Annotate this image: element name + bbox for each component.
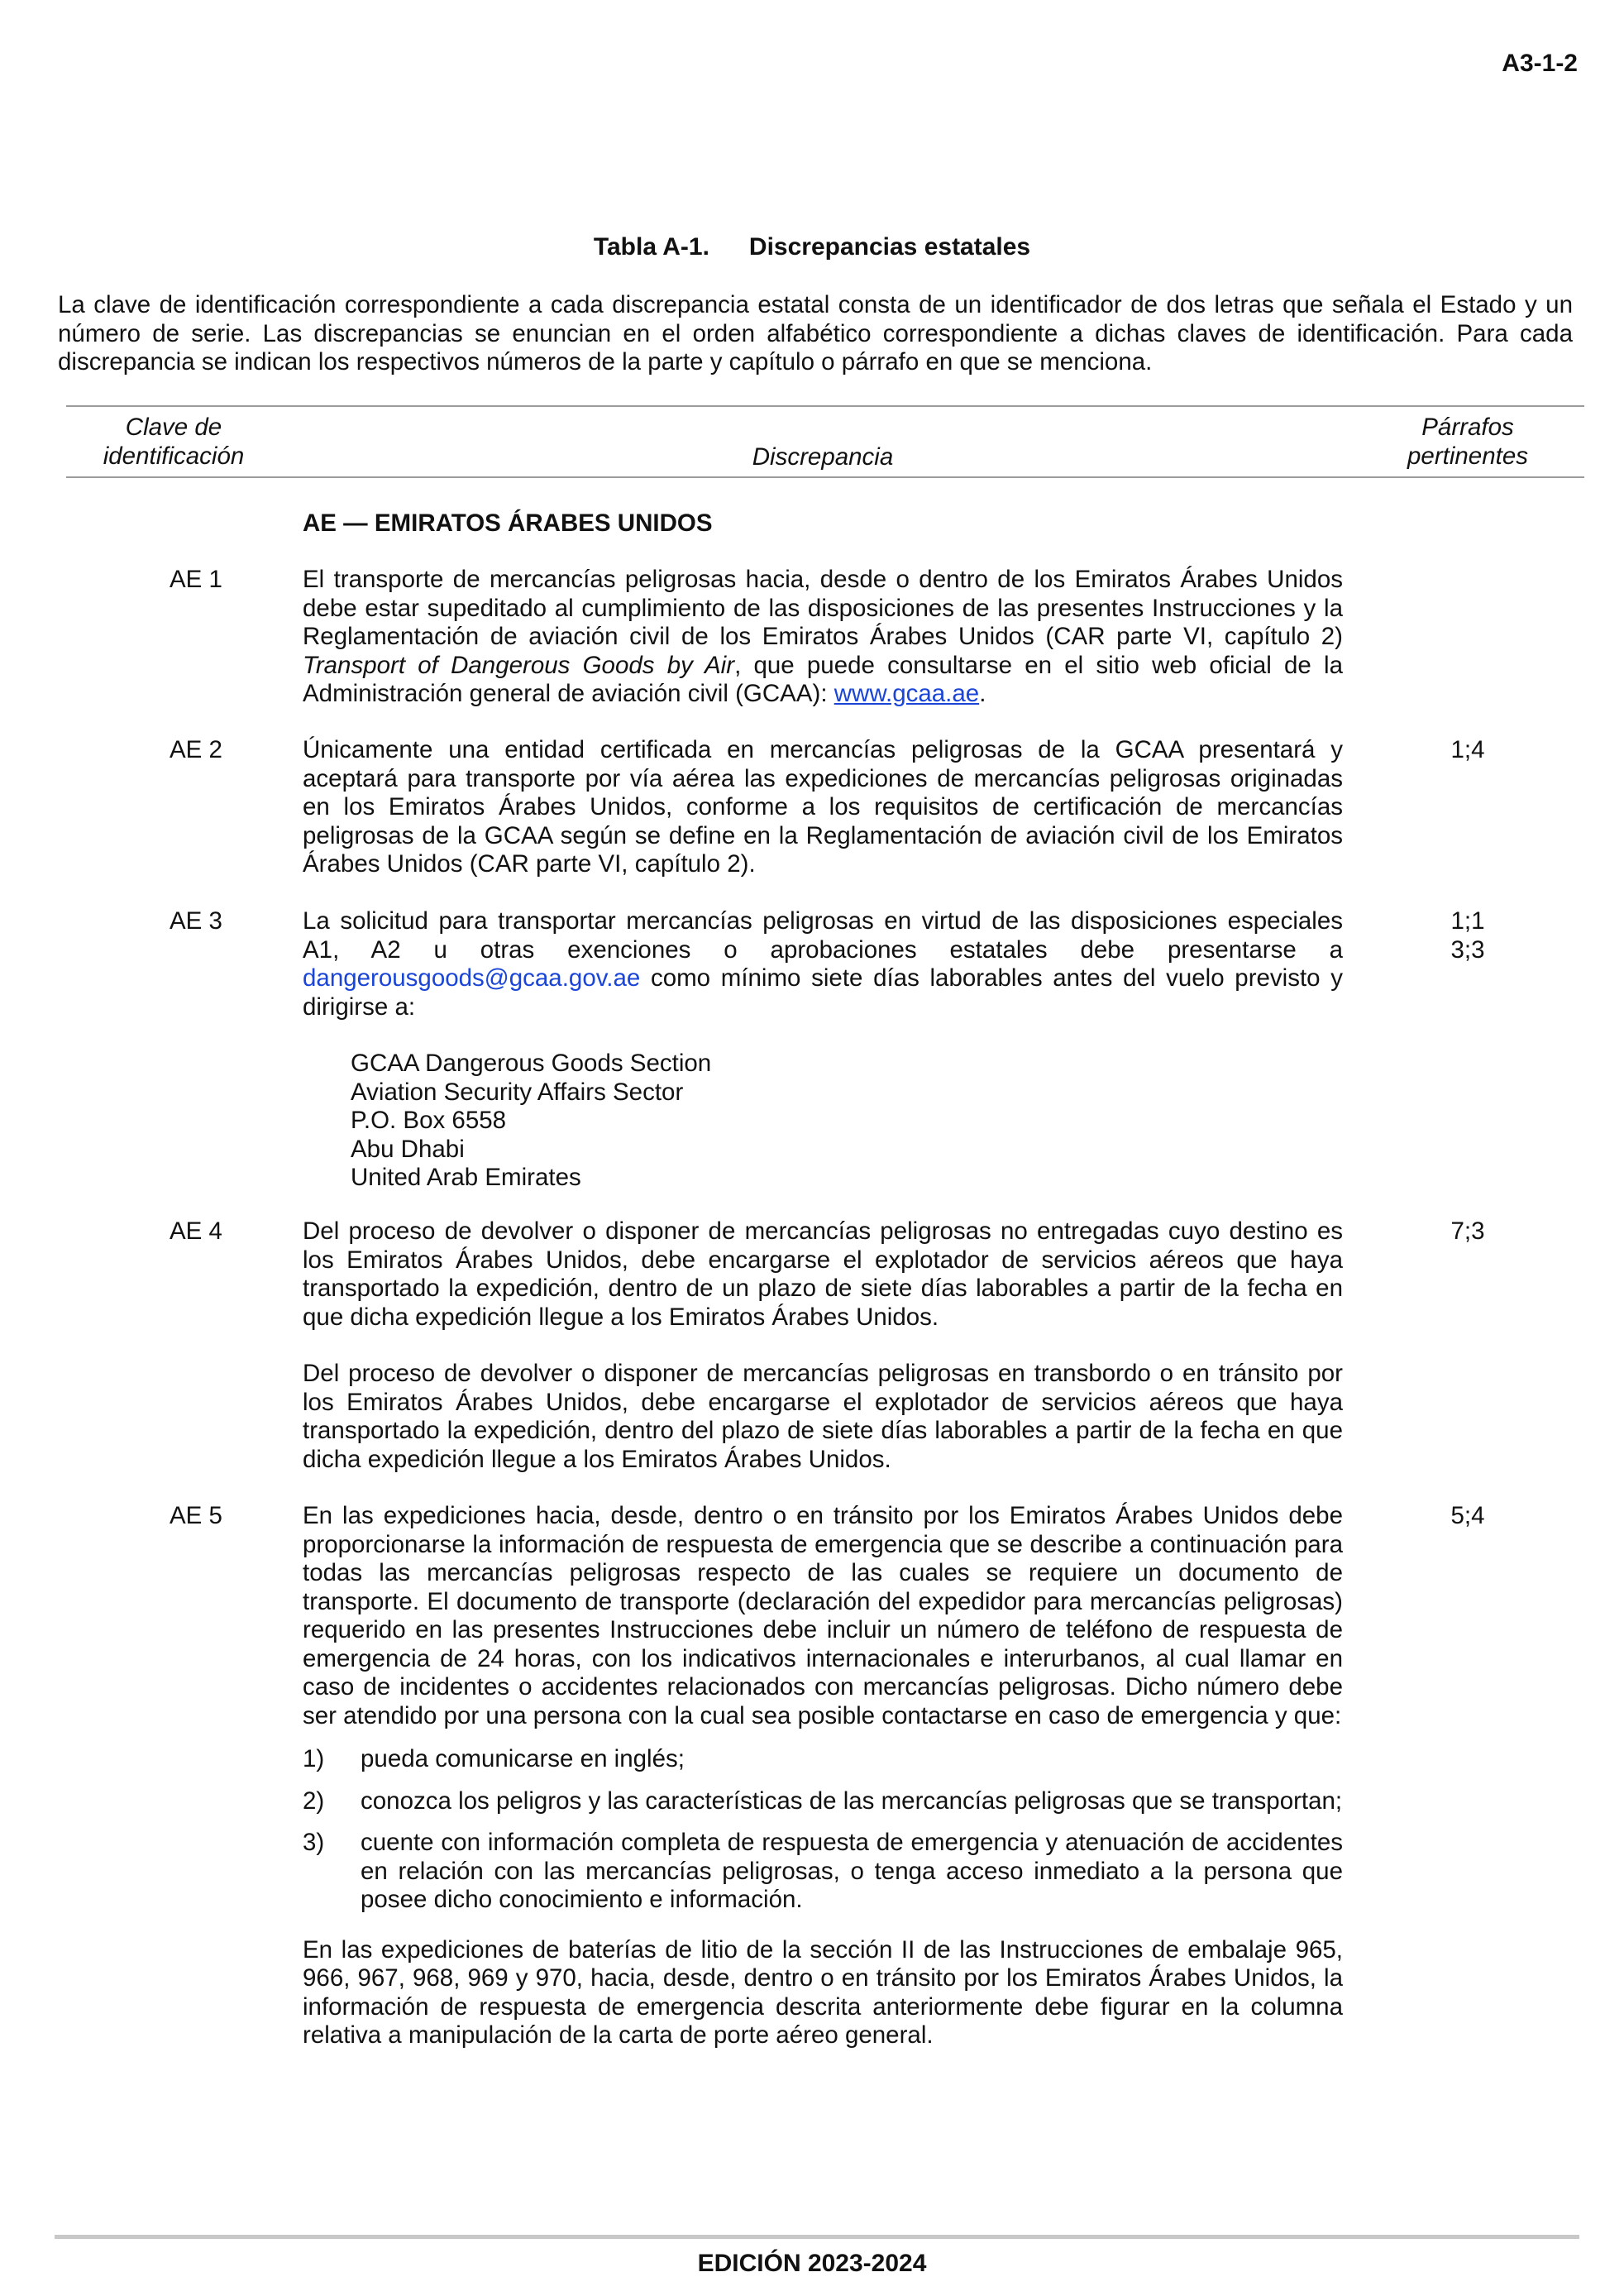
email-link[interactable]: dangerousgoods@gcaa.gov.ae xyxy=(303,964,641,992)
row-paragraph-refs: 7;3 xyxy=(1450,1217,1485,1245)
section-title: AE — EMIRATOS ÁRABES UNIDOS xyxy=(303,509,713,537)
website-link[interactable]: www.gcaa.ae xyxy=(833,680,980,707)
address-line: Aviation Security Affairs Sector xyxy=(351,1078,684,1106)
list-item: 1) pueda comunicarse en inglés; xyxy=(303,1745,685,1772)
paragraph-ref: 1;1 xyxy=(1450,907,1485,935)
list-item: 2) conozca los peligros y las características de las mercancías peligrosas que se transportan; xyxy=(303,1787,1343,1815)
row-code: AE 4 xyxy=(170,1217,222,1245)
row-paragraph: En las expediciones de baterías de litio de la sección II de las Instrucciones de embalaje 965, 966, 967, 968, 969 y 970, hacia, desde, dentro o en tránsito por los Emiratos Árabes Unidos, la información de respuesta de emergencia descrita anteriormente debe figurar en la columna relativa a manipulación de la carta de porte aéreo general. xyxy=(303,1935,1343,2049)
column-header-code xyxy=(91,414,256,471)
row-code: AE 3 xyxy=(170,907,222,935)
intro-paragraph: La clave de identificación correspondiente a cada discrepancia estatal consta de un identificador de dos letras que señala el Estado y un número de serie. Las discrepancias se enuncian en el orden alfabético correspondiente a dichas claves de identificación. Para cada discrepancia se indican los respectivos números de la parte y capítulo o párrafo en que se menciona. xyxy=(58,291,1573,375)
table-title-text: Discrepancias estatales xyxy=(748,233,1031,261)
table-label: Tabla A-1. xyxy=(593,233,709,261)
address-line: P.O. Box 6558 xyxy=(351,1107,507,1134)
row-paragraph: La solicitud para transportar mercancías peligrosas en virtud de las disposiciones especiales A1, A2 u otras exenciones o aprobaciones estatales debe presentarse a dangerousgoods@gcaa.gov.ae como mínimo siete días laborables antes del vuelo previsto y dirigirse a: xyxy=(303,907,1343,1021)
address-line: United Arab Emirates xyxy=(351,1164,581,1191)
row-text-ae1 xyxy=(303,566,1343,709)
column-header-discrepancy: Discrepancia xyxy=(752,443,894,471)
column-header-paragraphs xyxy=(1373,414,1563,471)
numbered-list xyxy=(303,1745,1343,1915)
row-text-ae5 xyxy=(303,1502,1343,2050)
row-paragraph: Del proceso de devolver o disponer de mercancías peligrosas en transbordo o en tránsito por los Emiratos Árabes Unidos, debe encargarse el explotador de servicios aéreos que haya transportado la expedición, dentro del plazo de siete días laborables a partir de la fecha en que dicha expedición llegue a los Emiratos Árabes Unidos. xyxy=(303,1360,1343,1473)
paragraph-ref: 3;3 xyxy=(1450,935,1485,964)
row-text-ae3 xyxy=(303,907,1343,1193)
edition-footer: EDICIÓN 2023-2024 xyxy=(697,2250,927,2277)
column-header-paragraphs-line1: Párrafos xyxy=(1421,414,1514,441)
italic-title: Transport of Dangerous Goods by Air xyxy=(303,651,735,679)
table-title xyxy=(0,233,1624,262)
column-header-code-line2: identificación xyxy=(103,442,245,470)
column-header-paragraphs-line2: pertinentes xyxy=(1407,442,1528,470)
row-code: AE 5 xyxy=(170,1502,222,1529)
row-paragraph-refs: 5;4 xyxy=(1450,1502,1485,1529)
row-paragraph: En las expediciones hacia, desde, dentro o en tránsito por los Emiratos Árabes Unidos debe proporcionarse la información de respuesta de emergencia que se describe a continuación para todas las mercancías peligrosas respecto de las cuales se requiere un documento de transporte. El documento de transporte (declaración del expedidor para mercancías peligrosas) requerido en las presentes Instrucciones debe incluir un número de teléfono de respuesta de emergencia de 24 horas, con los indicativos internacionales e interurbanos, al cual llamar en caso de incidentes o accidentes relacionados con mercancías peligrosas. Dicho número debe ser atendido por una persona con la cual sea posible contactarse en caso de emergencia y que: xyxy=(303,1502,1343,1729)
page-number: A3-1-2 xyxy=(1502,50,1578,77)
row-code: AE 2 xyxy=(170,736,222,763)
list-item: 3) cuente con información completa de respuesta de emergencia y atenuación de accidentes en relación con las mercancías peligrosas, o tenga acceso inmediato a la persona que posee dicho conocimiento e información. xyxy=(303,1829,1343,1913)
row-text-ae4 xyxy=(303,1217,1343,1474)
table-top-rule xyxy=(66,405,1584,407)
row-paragraph-refs: 1;4 xyxy=(1450,736,1485,763)
row-paragraph: Del proceso de devolver o disponer de mercancías peligrosas no entregadas cuyo destino es los Emiratos Árabes Unidos, debe encargarse el explotador de servicios aéreos que haya transportado la expedición, dentro de un plazo de siete días laborables a partir de la fecha en que dicha expedición llegue a los Emiratos Árabes Unidos. xyxy=(303,1217,1343,1331)
footer-rule xyxy=(55,2235,1579,2239)
address-line: GCAA Dangerous Goods Section xyxy=(351,1050,712,1077)
address-line: Abu Dhabi xyxy=(351,1135,465,1163)
row-paragraph: Únicamente una entidad certificada en mercancías peligrosas de la GCAA presentará y aceptará para transporte por vía aérea las expediciones de mercancías peligrosas originadas en los Emiratos Árabes Unidos, conforme a los requisitos de certificación de mercancías peligrosas de la GCAA según se define en la Reglamentación de aviación civil de los Emiratos Árabes Unidos (CAR parte VI, capítulo 2). xyxy=(303,736,1343,878)
row-paragraph-refs xyxy=(1406,907,1530,964)
column-header-code-line1: Clave de xyxy=(125,414,222,441)
address-block xyxy=(351,1050,1343,1193)
row-text-ae2 xyxy=(303,736,1343,879)
row-code: AE 1 xyxy=(170,566,222,593)
row-paragraph: El transporte de mercancías peligrosas hacia, desde o dentro de los Emiratos Árabes Unidos debe estar supeditado al cumplimiento de las disposiciones de las presentes Instrucciones y la Reglamentación de aviación civil de los Emiratos Árabes Unidos (CAR parte VI, capítulo 2) Transport of Dangerous Goods by Air, que puede consultarse en el sitio web oficial de la Administración general de aviación civil (GCAA): www.gcaa.ae. xyxy=(303,566,1344,707)
table-header-rule xyxy=(66,476,1584,478)
